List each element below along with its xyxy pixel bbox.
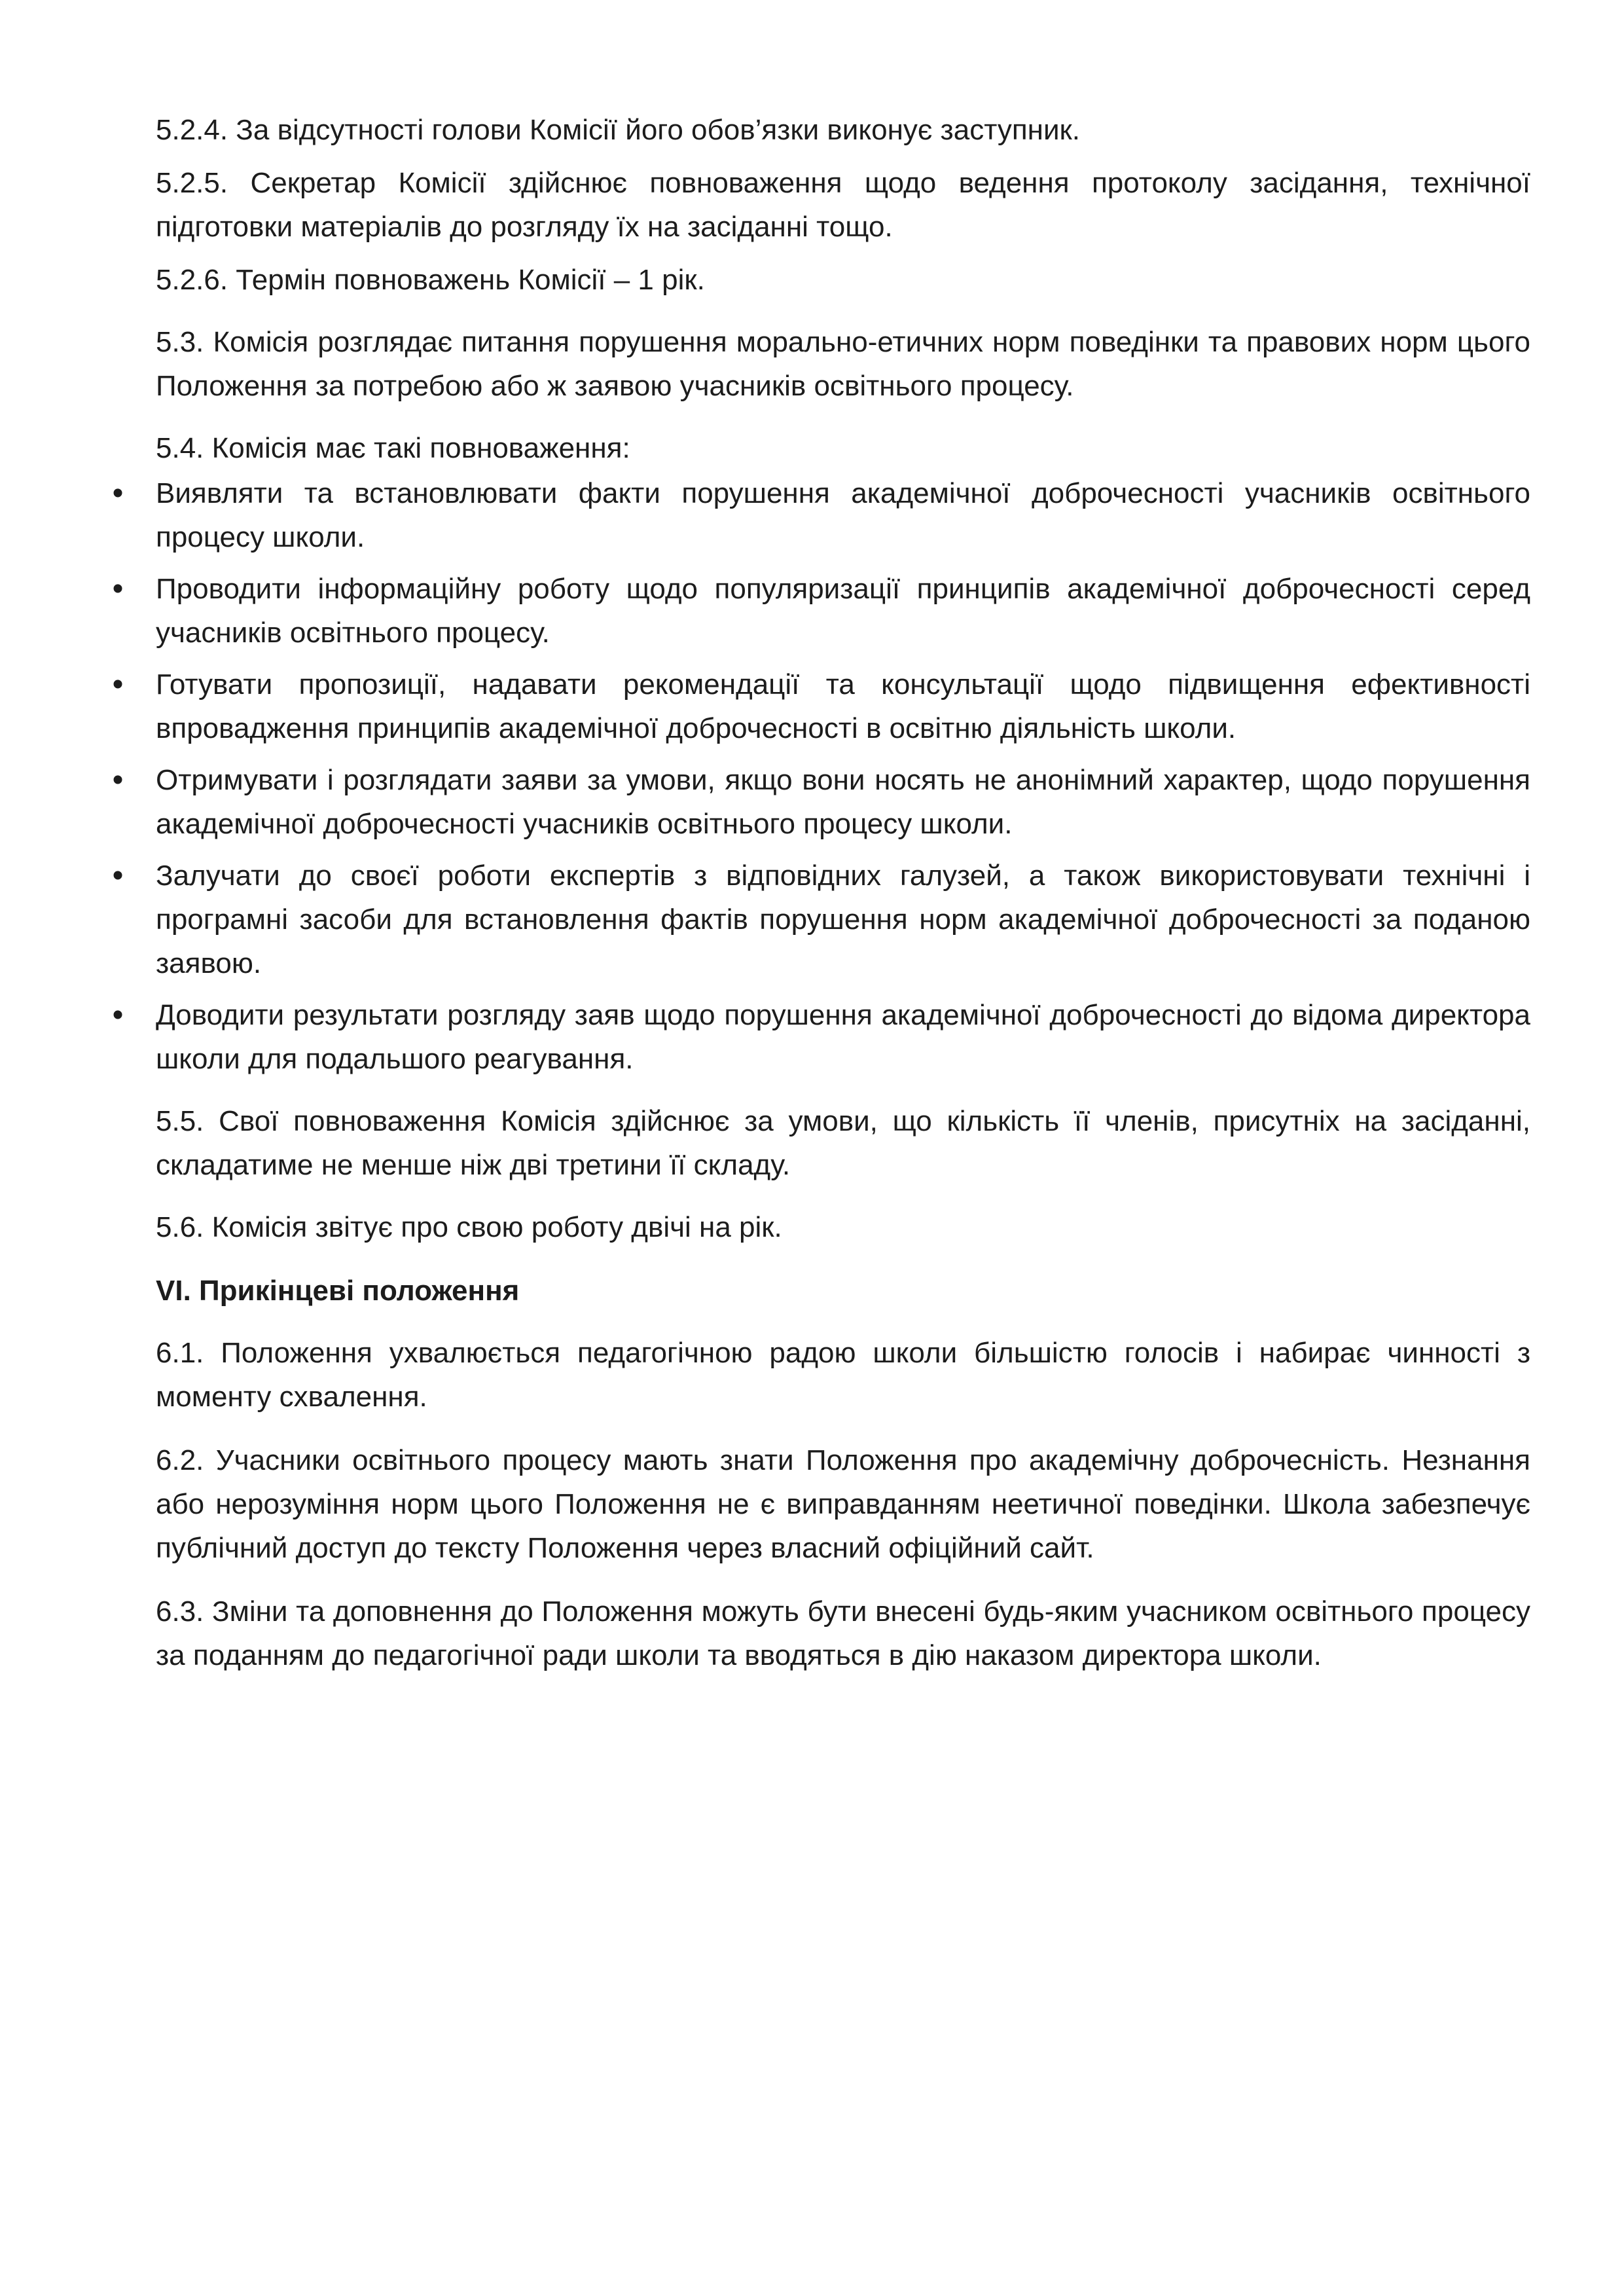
- clause-5-2-6: 5.2.6. Термін повноважень Комісії – 1 рік.: [156, 264, 705, 296]
- bullet-icon: •: [112, 763, 124, 797]
- powers-list: [112, 471, 1530, 1081]
- list-item-text: Отримувати і розглядати заяви за умови, якщо вони носять не анонімний характер, щодо порушення академічної доброчесності учасників освітнього процесу школи.: [156, 764, 1530, 840]
- list-item: [112, 993, 1530, 1081]
- list-item: [112, 758, 1530, 846]
- list-item-text: Готувати пропозиції, надавати рекомендації та консультації щодо підвищення ефективності впровадження принципів академічної доброчесності в освітню діяльність школи.: [156, 668, 1530, 744]
- list-item: [112, 471, 1530, 559]
- list-item: [112, 567, 1530, 655]
- list-item-text: Доводити результати розгляду заяв щодо порушення академічної доброчесності до відома директора школи для подальшого реагування.: [156, 999, 1530, 1075]
- section-heading: VI. Прикінцеві положення: [156, 1275, 520, 1307]
- bullet-icon: •: [112, 572, 124, 606]
- clause-5-6: 5.6. Комісія звітує про свою роботу двічі на рік.: [156, 1211, 782, 1243]
- bullet-icon: •: [112, 998, 124, 1032]
- list-item: [112, 854, 1530, 985]
- clause-6-1: 6.1. Положення ухвалюється педагогічною радою школи більшістю голосів і набирає чинності з моменту схвалення.: [156, 1337, 1530, 1413]
- clause-5-2-5: 5.2.5. Секретар Комісії здійснює повноваження щодо ведення протоколу засідання, технічної підготовки матеріалів до розгляду їх на засіданні тощо.: [156, 167, 1530, 243]
- bullet-icon: •: [112, 476, 124, 511]
- list-item-text: Проводити інформаційну роботу щодо популяризації принципів академічної доброчесності серед учасників освітнього процесу.: [156, 573, 1530, 649]
- clause-5-5: 5.5. Свої повноваження Комісія здійснює за умови, що кількість її членів, присутніх на засіданні, складатиме не менше ніж дві третини її складу.: [156, 1105, 1530, 1181]
- document-body: [112, 108, 1530, 1677]
- clause-6-3: 6.3. Зміни та доповнення до Положення можуть бути внесені будь-яким учасником освітнього процесу за поданням до педагогічної ради школи та вводяться в дію наказом директора школи.: [156, 1595, 1530, 1671]
- clause-5-3: 5.3. Комісія розглядає питання порушення морально-етичних норм поведінки та правових норм цього Положення за потребою або ж заявою учасників освітнього процесу.: [156, 326, 1530, 402]
- list-item: [112, 663, 1530, 750]
- bullet-icon: •: [112, 858, 124, 893]
- list-item-text: Виявляти та встановлювати факти порушення академічної доброчесності учасників освітнього процесу школи.: [156, 477, 1530, 553]
- list-item-text: Залучати до своєї роботи експертів з відповідних галузей, а також використовувати технічні і програмні засоби для встановлення фактів порушення норм академічної доброчесності за поданою заявою.: [156, 860, 1530, 979]
- clause-5-4: 5.4. Комісія має такі повноваження:: [156, 432, 630, 464]
- bullet-icon: •: [112, 667, 124, 702]
- clause-5-2-4: 5.2.4. За відсутності голови Комісії його обов’язки виконує заступник.: [156, 114, 1081, 146]
- clause-6-2: 6.2. Учасники освітнього процесу мають знати Положення про академічну доброчесність. Незнання або нерозуміння норм цього Положення не є виправданням неетичної поведінки. Школа забезпечує публічний доступ до тексту Положення через власний офіційний сайт.: [156, 1444, 1530, 1564]
